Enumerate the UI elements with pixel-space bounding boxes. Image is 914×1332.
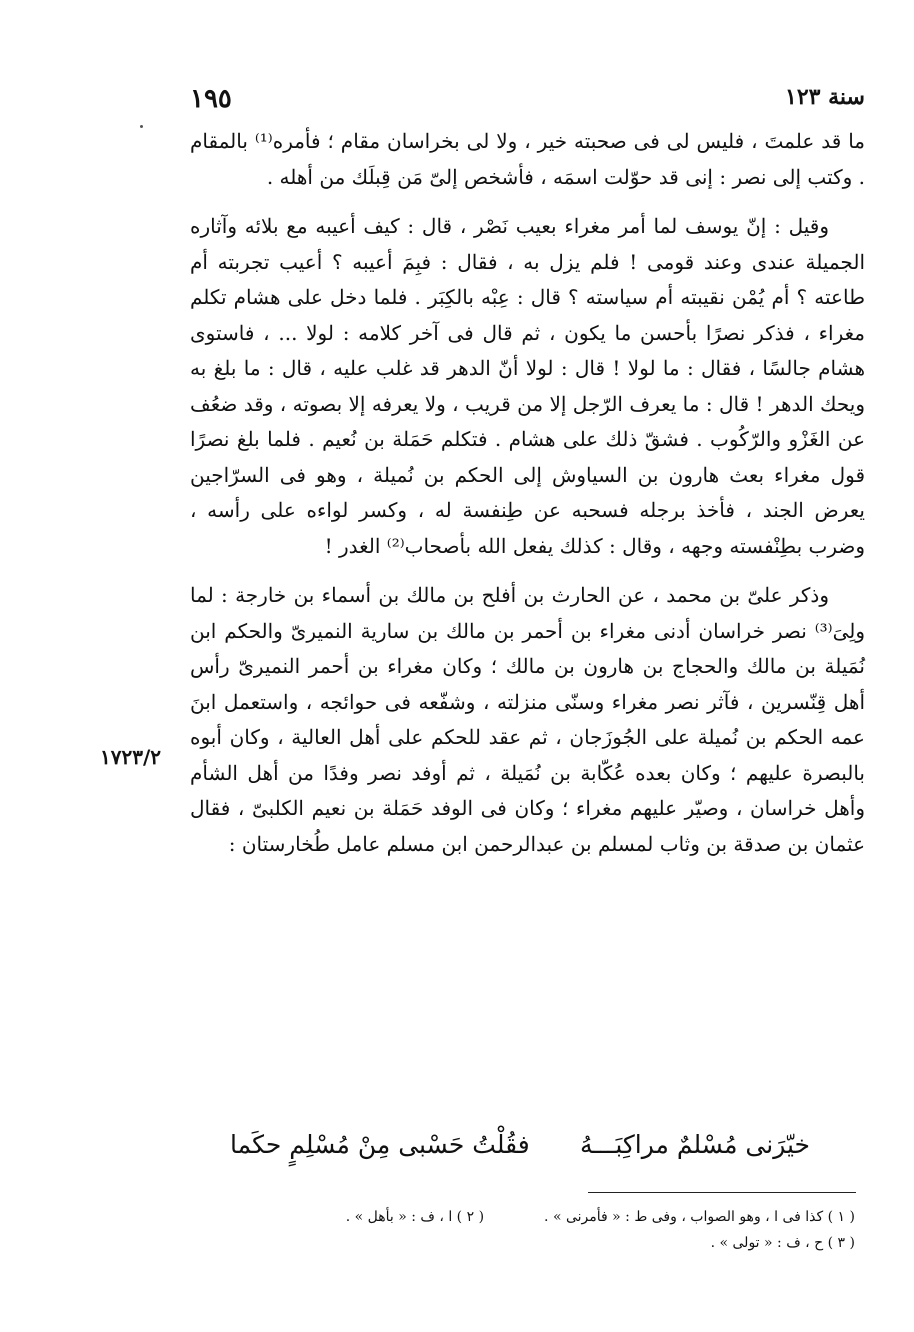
paragraph-3: وذكر علىّ بن محمد ، عن الحارث بن أفلح بن مالك بن أسماء بن خارجة : لما ولِىَ⁽³⁾ نصر خراسان أدنى مغراء بن أحمر بن مالك بن سارية النميرىّ والحكم ابن نُمَيلة بن مالك والحجاج بن هارون بن مالك ؛ وكان مغراء بن أحمر النميرىّ رأس أهل قِنّسرين ، فآثر نصر مغراء وسنّى منزلته ، وشفّعه فى حوائجه ، واستعمل ابنَ عمه الحكم بن نُميلة على الجُوزَجان ، ثم عقد للحكم على أهل العالية ، وكان أبوه بالبصرة عليهم ؛ وكان بعده عُكّابة بن نُمَيلة ، ثم أوفد نصر وفدًا من أهل الشأم وأهل خراسان ، وصيّر عليهم مغراء ؛ وكان فى الوفد حَمَلة بن نعيم الكلبىّ ، فقال عثمان بن صدقة بن وثاب لمسلم بن عبدالرحمن ابن مسلم عامل طُخارستان : bbox=[190, 583, 865, 856]
paragraph-2: وقيل : إنّ يوسف لما أمر مغراء بعيب نَصْر ، قال : كيف أعيبه مع بلائه وآثاره الجميلة عندى وعند قومى ! فلم يزل به ، فقال : فبِمَ أعيبه ؟ أعيب تجربته أم طاعته ؟ أم يُمْن نقيبته أم سياسته ؟ قال : عِبْه بالكِبَر . فلما دخل على هشام تكلم مغراء ، فذكر نصرًا بأحسن ما يكون ، ثم قال فى آخر كلامه : لولا ... ، فاستوى هشام جالسًا ، فقال : ما لولا ! قال : لولا أنّ الدهر قد غلب عليه ، قال : ما بلغ به ويحك الدهر ! قال : ما يعرف الرّجل إلا من قريب ، ولا يعرفه إلا بصوته ، وقد ضعُف عن الغَزْو والرّكُوب . فشقّ ذلك على هشام . فتكلم حَمَلة بن نُعيم . فلما بلغ نصرًا قول مغراء بعث هارون بن السياوش إلى الحكم بن نُميلة ، وهو فى السرّاجين يعرض الجند ، فأخذ برجله فسحبه عن طِنفسة له ، وكسر لواءه على رأسه ، وضرب بطِنْفسته وجهه ، وقال : كذلك يفعل الله بأصحاب⁽²⁾ الغدر ! bbox=[190, 214, 866, 558]
verse-first-hemistich: خيّرَنى مُسْلمٌ مراكِبَـــهُ bbox=[579, 1130, 810, 1159]
footnote-row bbox=[190, 1204, 855, 1230]
body-text bbox=[190, 124, 865, 862]
poem-verse bbox=[230, 1130, 810, 1159]
running-head-year: سنة ١٢٣ bbox=[785, 84, 865, 110]
margin-reference: ١٧٢٣/٢ bbox=[100, 745, 162, 769]
footnote-3: ( ٣ ) ح ، ف : « تولى » . bbox=[710, 1235, 855, 1251]
footnote-2: ( ٢ ) ا ، ف : « بأهل » . bbox=[345, 1209, 485, 1225]
page-header bbox=[190, 84, 865, 118]
paragraph-1: ما قد علمتَ ، فليس لى فى صحبته خير ، ولا لى بخراسان مقام ؛ فأمره⁽¹⁾ بالمقام . وكتب إلى نصر : إنى قد حوّلت اسمَه ، فأشخص إلىّ مَن قِبلَك من أهله . bbox=[190, 129, 865, 189]
footnote-rule bbox=[588, 1192, 856, 1193]
footnote-1: ( ١ ) كذا فى ا ، وهو الصواب ، وفى ط : « فأمرنى » . bbox=[544, 1209, 855, 1225]
page-number: ١٩٥ bbox=[190, 84, 232, 114]
verse-second-hemistich: فقُلْتُ حَسْبى مِنْ مُسْلِمٍ حكَما bbox=[230, 1130, 530, 1159]
margin-dot bbox=[140, 125, 143, 128]
footnotes bbox=[190, 1204, 855, 1256]
